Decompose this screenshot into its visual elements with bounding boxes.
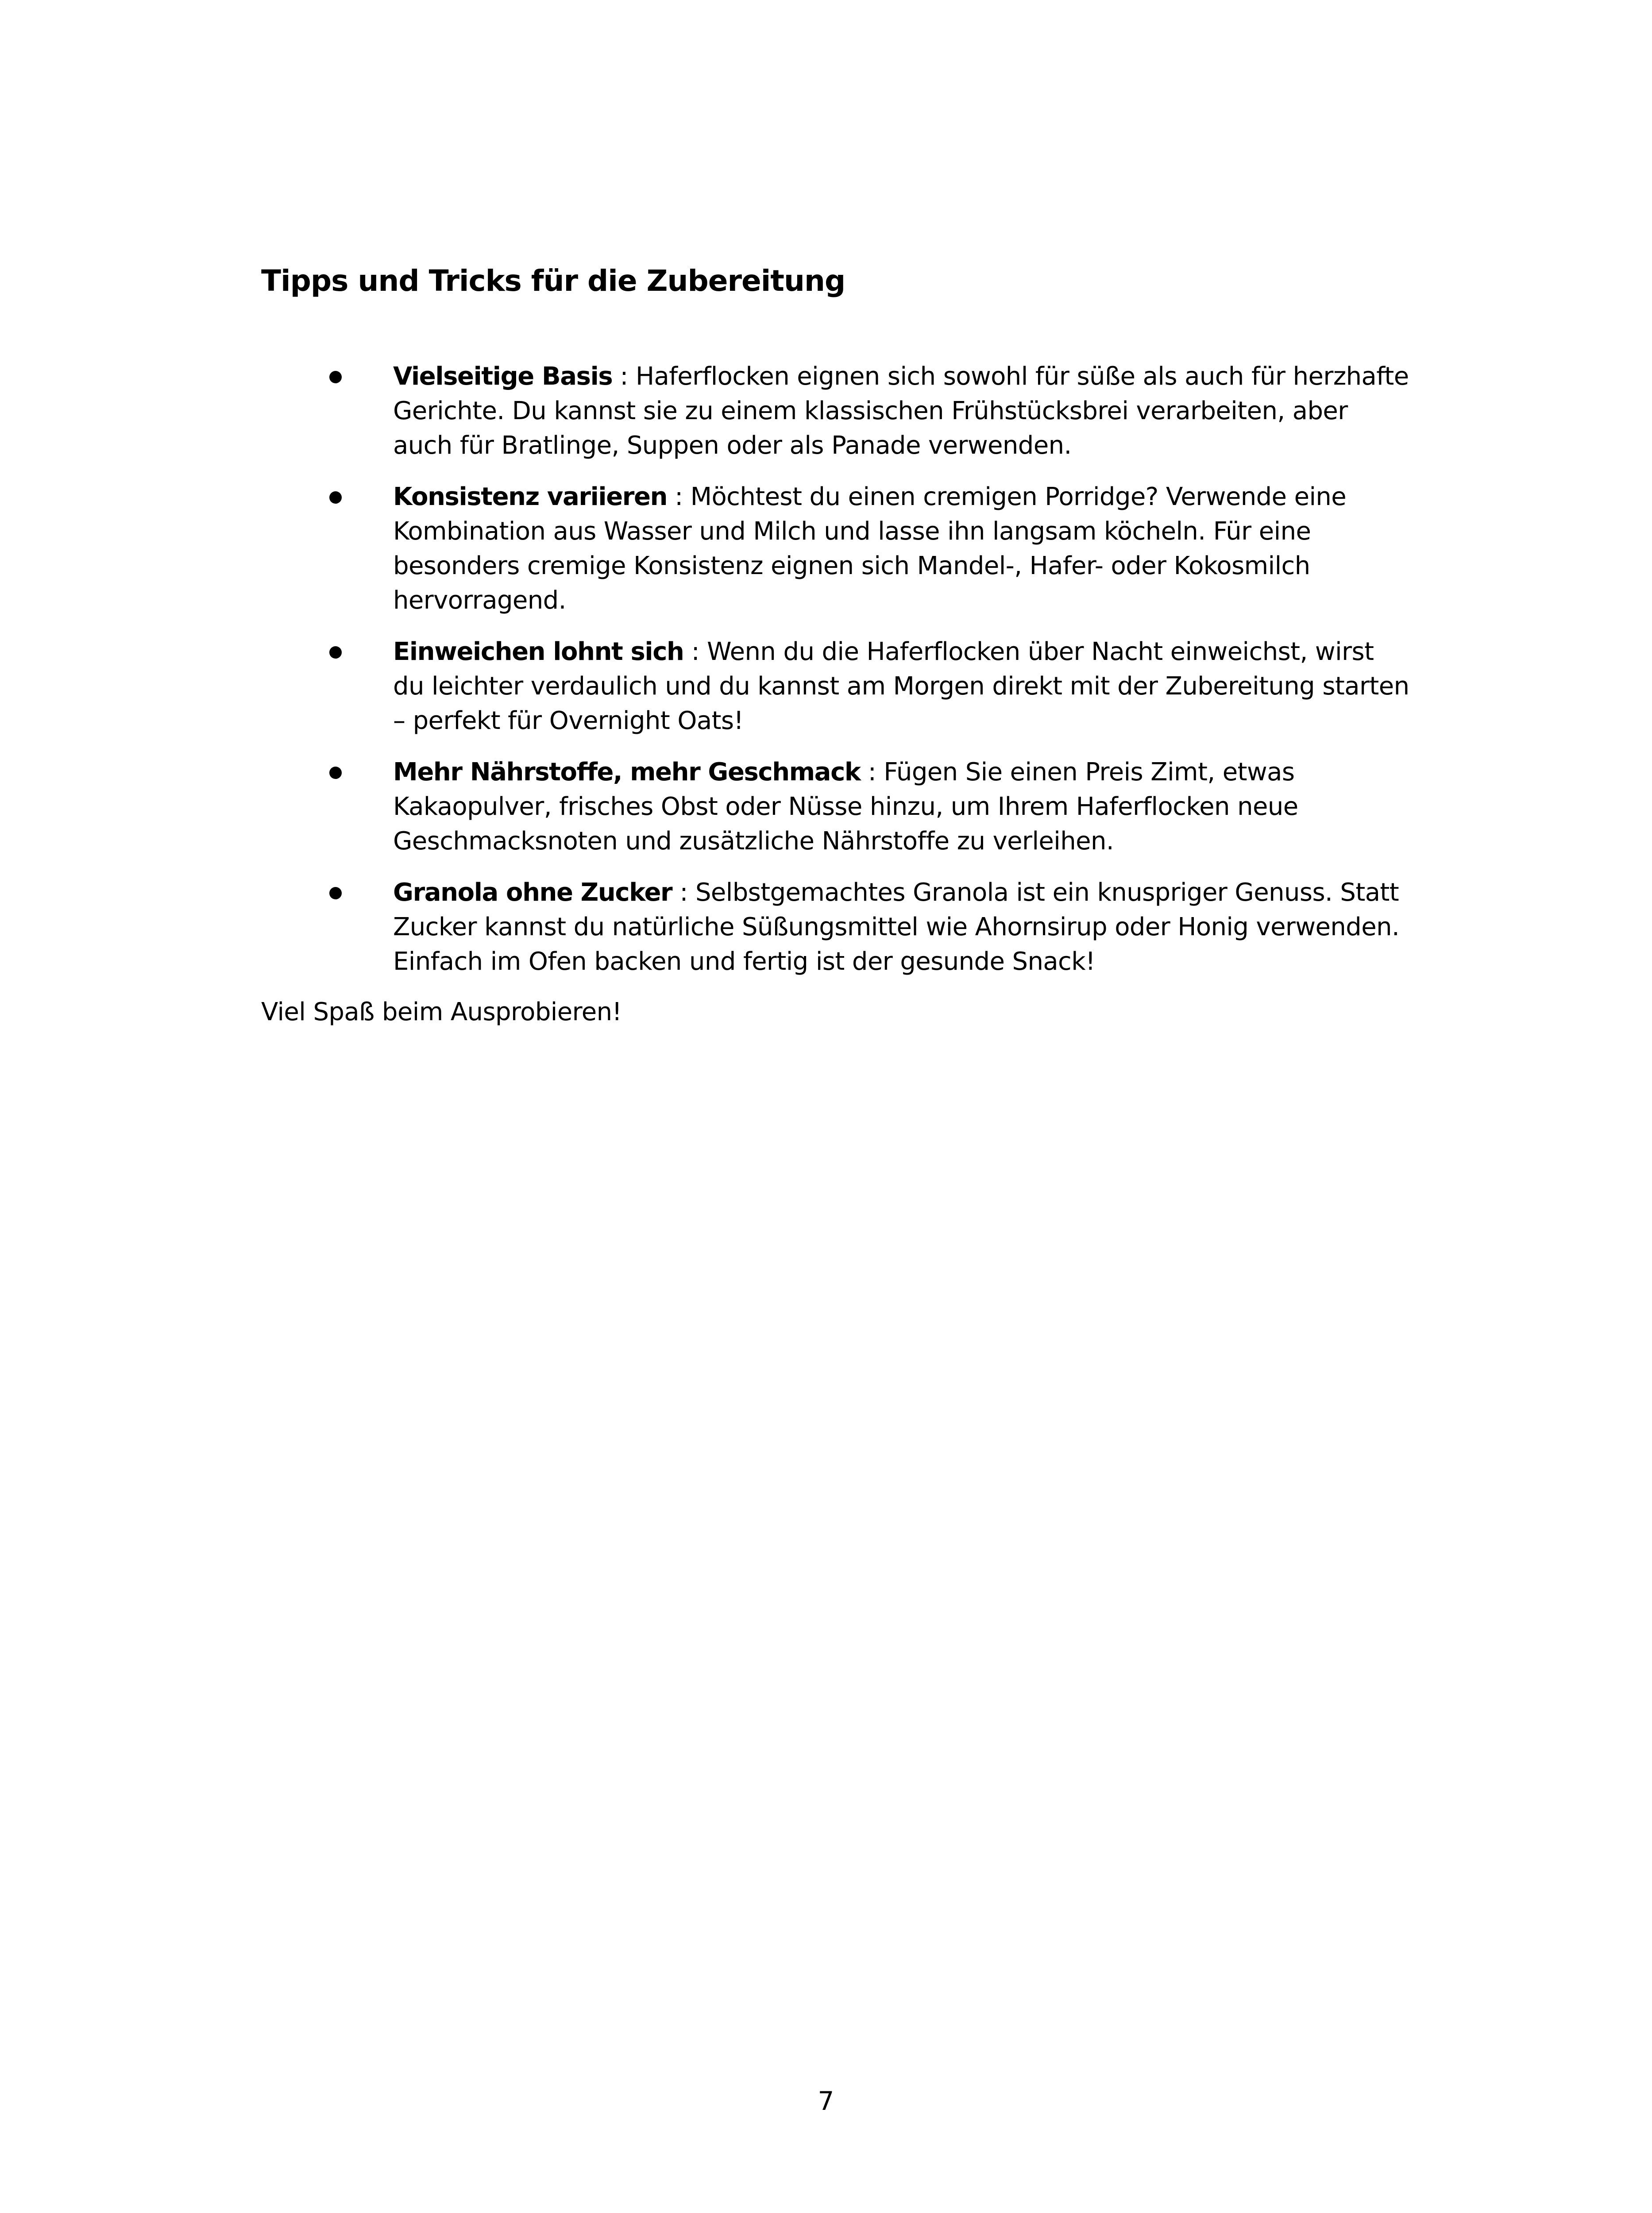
- bullet-icon: [329, 887, 342, 899]
- list-item: [0, 480, 1652, 618]
- tip-separator: :: [667, 482, 691, 511]
- tip-text: [393, 359, 1411, 463]
- bullet-icon: [329, 767, 342, 779]
- tip-description: Selbstgemachtes Granola ist ein knuspriger Genuss. Statt Zucker kannst du natürliche Süßungsmittel wie Ahornsirup oder Honig verwenden. Einfach im Ofen backen und fertig ist der gesunde Snack!: [393, 878, 1400, 976]
- tip-separator: :: [860, 758, 884, 787]
- tip-text: [393, 635, 1411, 738]
- list-item: [0, 359, 1652, 463]
- tip-description: Fügen Sie einen Preis Zimt, etwas Kakaopulver, frisches Obst oder Nüsse hinzu, um Ihrem Haferflocken neue Geschmacksnoten und zusätzliche Nährstoffe zu verleihen.: [393, 758, 1298, 856]
- closing-text: Viel Spaß beim Ausprobieren!: [261, 998, 622, 1026]
- tip-description: Möchtest du einen cremigen Porridge? Verwende eine Kombination aus Wasser und Milch und lasse ihn langsam köcheln. Für eine besonders cremige Konsistenz eignen sich Mandel-, Hafer- oder Kokosmilch hervorragend.: [393, 482, 1347, 615]
- tip-term: Mehr Nährstoffe, mehr Geschmack: [393, 758, 861, 787]
- tip-separator: :: [672, 878, 695, 907]
- tip-separator: :: [683, 637, 707, 666]
- tip-description: Haferflocken eignen sich sowohl für süße als auch für herzhafte Gerichte. Du kannst sie zu einem klassischen Frühstücksbrei verarbeiten, aber auch für Bratlinge, Suppen oder als Panade verwenden.: [393, 362, 1409, 460]
- tip-term: Granola ohne Zucker: [393, 878, 672, 907]
- tips-list: [0, 359, 1652, 996]
- tip-term: Einweichen lohnt sich: [393, 637, 684, 666]
- bullet-icon: [329, 491, 342, 504]
- list-item: [0, 755, 1652, 859]
- tip-separator: :: [612, 362, 636, 391]
- bullet-icon: [329, 646, 342, 659]
- tip-term: Vielseitige Basis: [393, 362, 613, 391]
- tip-text: [393, 480, 1411, 618]
- list-item: [0, 635, 1652, 738]
- section-heading: Tipps und Tricks für die Zubereitung: [261, 264, 845, 298]
- tip-text: [393, 875, 1411, 979]
- bullet-icon: [329, 371, 342, 383]
- list-item: [0, 875, 1652, 979]
- page-number: 7: [818, 2086, 834, 2116]
- tip-description: Wenn du die Haferflocken über Nacht einweichst, wirst du leichter verdaulich und du kannst am Morgen direkt mit der Zubereitung starten – perfekt für Overnight Oats!: [393, 637, 1409, 735]
- tip-text: [393, 755, 1411, 859]
- tip-term: Konsistenz variieren: [393, 482, 668, 511]
